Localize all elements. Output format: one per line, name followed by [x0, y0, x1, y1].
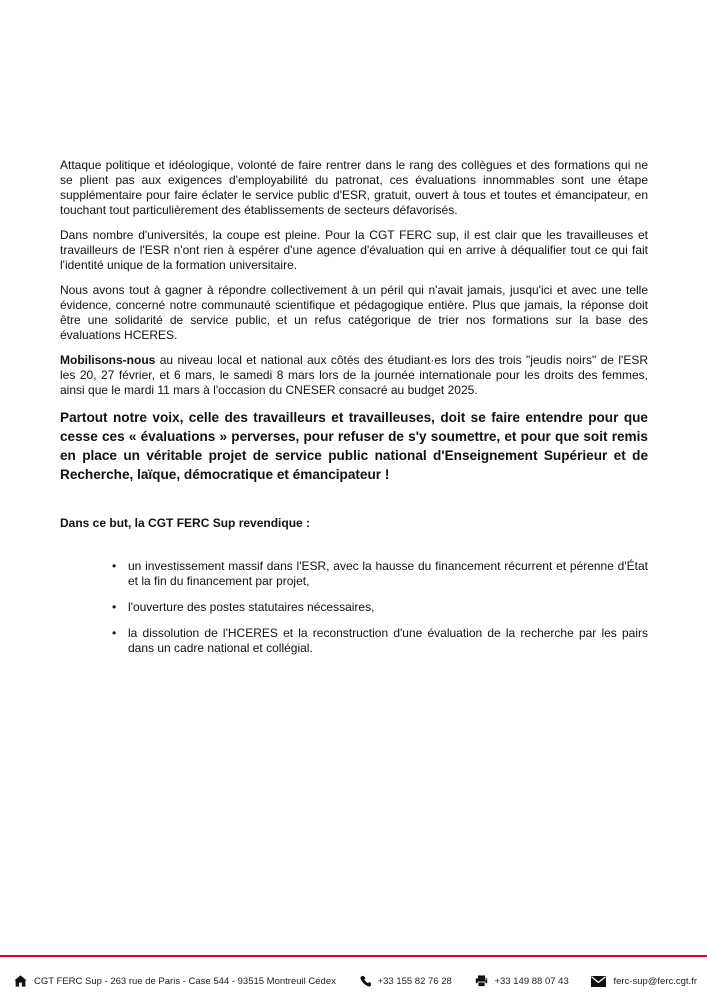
footer-fax-number: +33 149 88 07 43 [494, 975, 569, 987]
revendications-heading: Dans ce but, la CGT FERC Sup revendique : [60, 516, 311, 530]
footer-fax-group [475, 975, 569, 987]
footer-email-group [591, 976, 697, 987]
document-body [60, 158, 648, 667]
paragraph-repondre: Nous avons tout à gagner à répondre collectivement à un péril qui n'avait jamais, jusqu'ici et avec une telle évidence, concerné notre communauté scientifique et pédagogique entière. Plus que jamais, la réponse doit être une solidarité de service public, et un refus catégorique de trier nos formations sur la base des évaluations HCERES. [60, 283, 648, 342]
footer-phone-group [359, 975, 452, 987]
paragraph-mobilisons [60, 353, 648, 398]
footer-address-text: CGT FERC Sup - 263 rue de Paris - Case 544 - 93515 Montreuil Cédex [34, 975, 336, 987]
list-item: • la dissolution de l'HCERES et la reconstruction d'une évaluation de la recherche par les pairs dans un cadre national et collégial. [112, 626, 648, 656]
big-statement: Partout notre voix, celle des travailleurs et travailleuses, doit se faire entendre pour que cesse ces « évaluations » perverses, pour refuser de s'y soumettre, et pour que soit remis en place un véritable projet de service public national d'Enseignement Supérieur et de Recherche, laïque, démocratique et émancipateur ! [60, 410, 648, 482]
footer-email-text: ferc-sup@ferc.cgt.fr [613, 975, 697, 987]
home-icon [14, 975, 27, 987]
paragraph-attaque: Attaque politique et idéologique, volonté de faire rentrer dans le rang des collègues et des formations qui ne se plient pas aux exigences d'employabilité du patronat, ces évaluations innommables sont une étape supplémentaire pour faire éclater le service public d'ESR, gratuit, ouvert à tous et toutes et émancipateur, en touchant tout particulièrement des établissements de secteurs défavorisés. [60, 158, 648, 217]
footer [14, 975, 697, 987]
envelope-icon [591, 976, 606, 987]
revendications-list [60, 559, 648, 656]
mobilisons-lead-bold: Mobilisons-nous [60, 353, 156, 367]
footer-divider [0, 955, 707, 957]
fax-icon [475, 975, 488, 987]
list-item: • l'ouverture des postes statutaires nécessaires, [112, 600, 648, 615]
footer-address-group [14, 975, 336, 987]
paragraph-universites: Dans nombre d'universités, la coupe est pleine. Pour la CGT FERC sup, il est clair que les travailleuses et travailleurs de l'ESR n'ont rien à espérer d'une agence d'évaluation qui en arrive à déqualifier tout ce qui fait l'identité unique de la formation universitaire. [60, 228, 648, 272]
mobilisons-rest: au niveau local et national aux côtés des étudiant·es lors des trois "jeudis noirs" de l'ESR les 20, 27 février, et 6 mars, le samedi 8 mars lors de la journée internationale pour les droits des femmes, ainsi que le mardi 11 mars à l'occasion du CNESER consacré au budget 2025. [60, 353, 648, 397]
footer-phone-number: +33 155 82 76 28 [377, 975, 452, 987]
list-item: • un investissement massif dans l'ESR, avec la hausse du financement récurrent et pérenne d'État et la fin du financement par projet, [112, 559, 648, 589]
phone-icon [359, 975, 371, 987]
